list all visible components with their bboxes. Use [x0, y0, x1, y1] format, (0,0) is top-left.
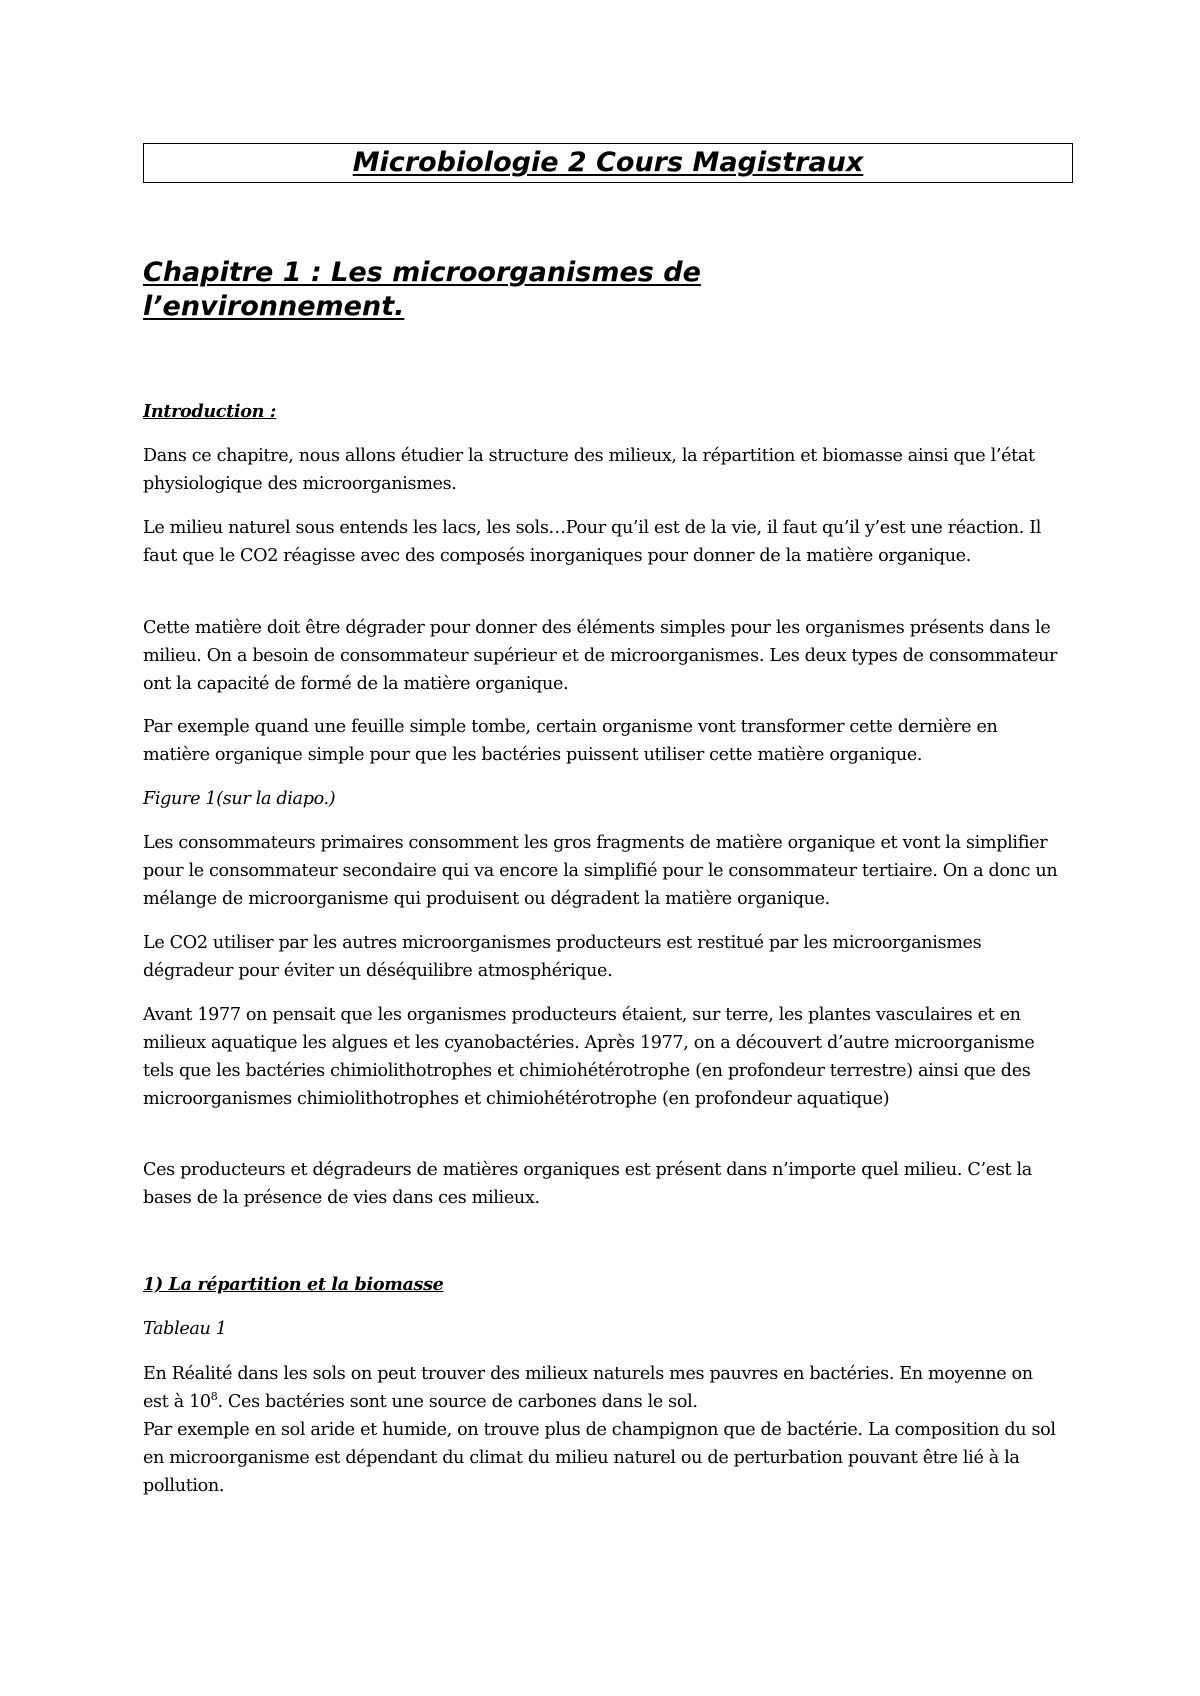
intro-paragraph-4: Par exemple quand une feuille simple tombe, certain organisme vont transformer cette dernière en matière organique simple pour que les bactéries puissent utiliser cette matière organique.: [143, 717, 998, 765]
intro-paragraph-7: Avant 1977 on pensait que les organismes producteurs étaient, sur terre, les plantes vasculaires et en milieux aquatique les algues et les cyanobactéries. Après 1977, on a découvert d’autre microorganisme tels que les bactéries chimiolithotrophes et chimiohétérotrophe (en profondeur terrestre) ainsi que des microorganismes chimiolithotrophes et chimiohétérotrophe (en profondeur aquatique): [143, 1005, 1035, 1109]
chapter-heading-line-1: Chapitre 1 : Les microorganismes de: [143, 257, 701, 288]
section-1-heading: 1) La répartition et la biomasse: [143, 1274, 444, 1295]
figure-reference: Figure 1(sur la diapo.): [143, 789, 336, 809]
introduction-heading: Introduction :: [143, 401, 277, 422]
intro-paragraph-6: Le CO2 utiliser par les autres microorganismes producteurs est restitué par les microorganismes dégradeur pour éviter un déséquilibre atmosphérique.: [143, 933, 982, 981]
section-1-text-after-exponent: . Ces bactéries sont une source de carbones dans le sol.: [217, 1392, 698, 1412]
chapter-heading: [143, 256, 1043, 324]
section-1-text-second: Par exemple en sol aride et humide, on trouve plus de champignon que de bactérie. La composition du sol en microorganisme est dépendant du climat du milieu naturel ou de perturbation pouvant être lié à la pollution.: [143, 1420, 1056, 1496]
intro-paragraph-8: Ces producteurs et dégradeurs de matières organiques est présent dans n’importe quel milieu. C’est la bases de la présence de vies dans ces milieux.: [143, 1160, 1032, 1208]
table-reference: Tableau 1: [143, 1319, 227, 1339]
intro-paragraph-3: Cette matière doit être dégrader pour donner des éléments simples pour les organismes présents dans le milieu. On a besoin de consommateur supérieur et de microorganismes. Les deux types de consommateur ont la capacité de formé de la matière organique.: [143, 618, 1058, 694]
intro-paragraph-1: Dans ce chapitre, nous allons étudier la structure des milieux, la répartition et biomasse ainsi que l’état physiologique des microorganismes.: [143, 446, 1035, 494]
section-1-paragraph: [143, 1360, 1063, 1500]
section-1-text-before-exponent: En Réalité dans les sols on peut trouver des milieux naturels mes pauvres en bactéries. En moyenne on est à 10: [143, 1364, 1033, 1412]
exponent: 8: [210, 1390, 218, 1404]
intro-paragraph-2: Le milieu naturel sous entends les lacs, les sols…Pour qu’il est de la vie, il faut qu’il y’est une réaction. Il faut que le CO2 réagisse avec des composés inorganiques pour donner de la matière organique.: [143, 518, 1042, 566]
document-title: Microbiologie 2 Cours Magistraux: [352, 147, 864, 178]
document-title-box: [143, 143, 1073, 183]
intro-paragraph-5: Les consommateurs primaires consomment les gros fragments de matière organique et vont la simplifier pour le consommateur secondaire qui va encore la simplifié pour le consommateur tertiaire. On a donc un mélange de microorganisme qui produisent ou dégradent la matière organique.: [143, 833, 1058, 909]
chapter-heading-line-2: l’environnement.: [143, 291, 405, 322]
